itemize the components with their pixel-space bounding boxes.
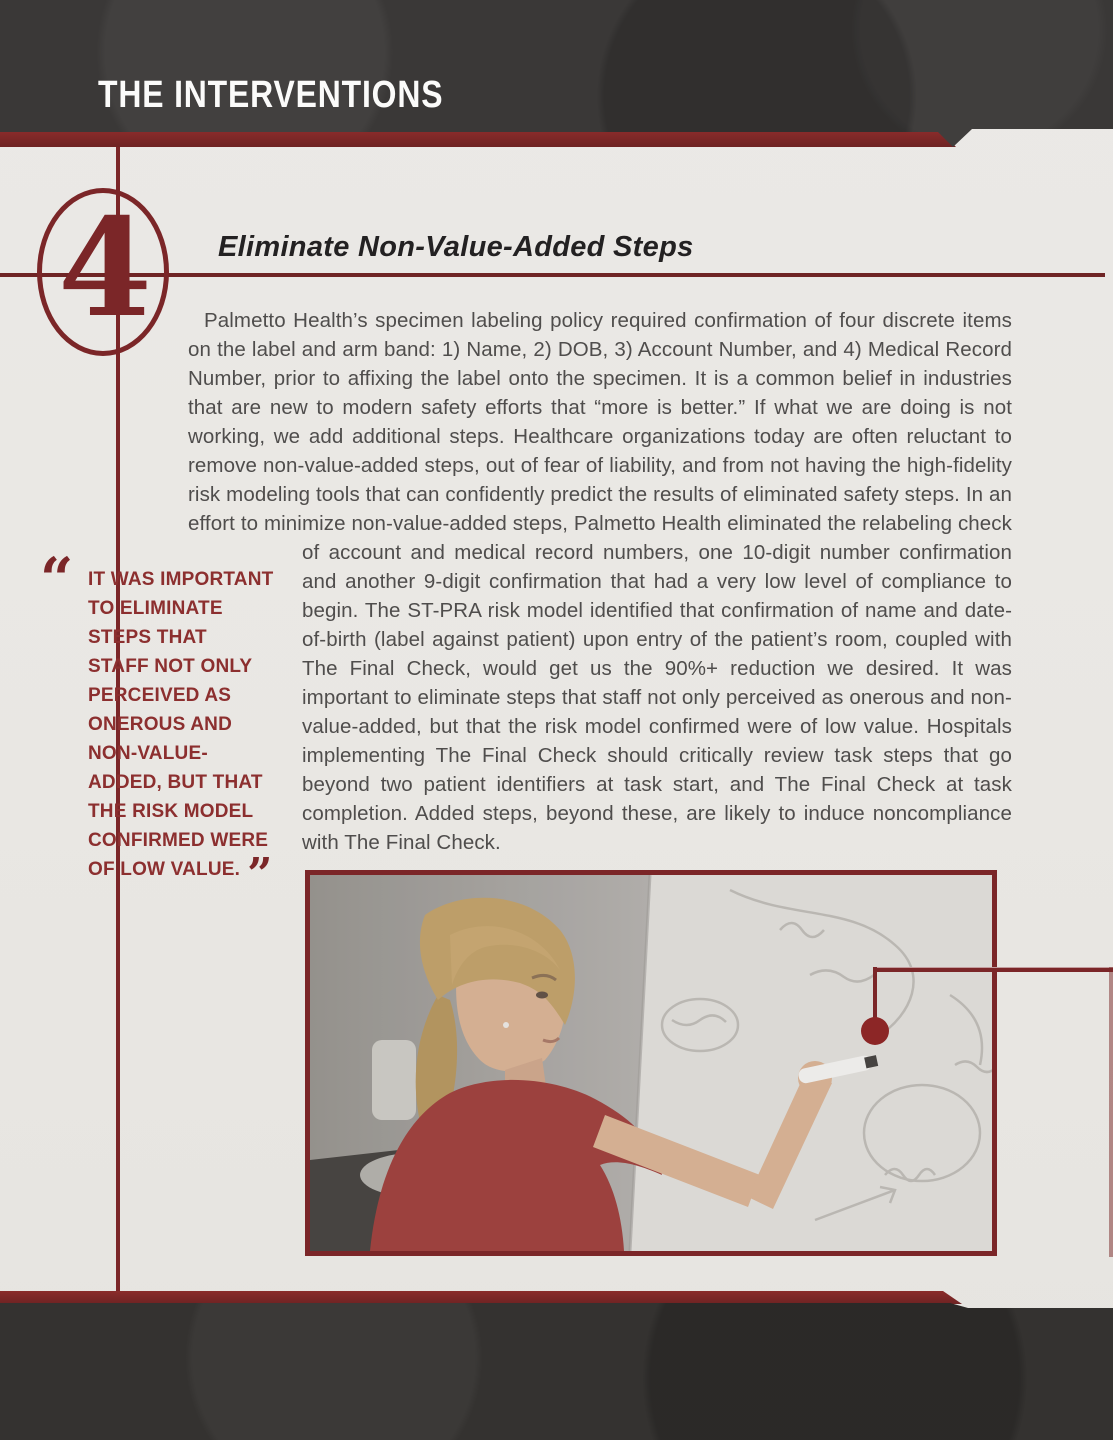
photo-tone-overlay [310, 875, 992, 1251]
body-text-part2: confirmation and another 9-digit confirmation that had a very low level of compliance to begin. The ST-PRA risk model identified that confirmation of name and date-of-birth (label against patient) upon entry of the patient’s room, coupled with The Final Check, would get us the 90%+ reduction we desired. It was important to eliminate steps that staff not only perceived as onerous and non-value-added, but that the risk model confirmed were of low value. Hospitals implementing The Final Check should critically review task steps that go beyond two patient identifiers at task start, and The Final Check at task completion. Added steps, beyond these, are likely to induce noncompliance with The Final Check. [302, 541, 1012, 854]
body-paragraph [40, 306, 1012, 900]
open-quote-icon: “ [40, 545, 74, 613]
section-number: 4 [58, 188, 152, 347]
body-column [40, 306, 1012, 900]
callout-line-riser [873, 967, 877, 1023]
footer-accent-bar [0, 1291, 975, 1304]
close-quote-icon: ” [247, 849, 273, 900]
pull-quote [40, 545, 280, 900]
section-heading: Eliminate Non-Value-Added Steps [218, 231, 694, 263]
callout-line-horizontal [873, 967, 1113, 972]
photo-whiteboard [305, 870, 997, 1256]
callout-dot [861, 1017, 889, 1045]
page-title: THE INTERVENTIONS [98, 74, 444, 116]
body-text-part1: Palmetto Health’s specimen labeling policy required confirmation of four discrete items on the label and arm band: 1) Name, 2) DOB, 3) Account Number, and 4) Medical Record Number, prior to affixing the label onto the specimen. It is a common belief in industries that are new to modern safety efforts that “more is better.” If what we are doing is not working, we add additional steps. Healthcare organizations today are often reluctant to remove non-value-added steps, out of fear of liability, and from not having the high-fidelity risk modeling tools that can confidently predict the results of eliminated safety steps. In an effort to minimize non-value-added steps, Palmetto Health eliminated the relabeling check of account and medical record numbers, one 10-digit number [188, 309, 1012, 564]
pull-quote-text: IT WAS IMPORTANT TO ELIMINATE STEPS THAT STAFF NOT ONLY PERCEIVED AS ONEROUS AND NON-VALUE- ADDED, BUT THAT THE RISK MODEL CONFIRMED WERE OF LOW VALUE. [88, 569, 274, 880]
callout-line-page-edge [1109, 967, 1113, 1257]
photo-illustration [310, 875, 992, 1251]
header-accent-bar [0, 131, 970, 147]
footer-band [0, 1303, 1113, 1440]
